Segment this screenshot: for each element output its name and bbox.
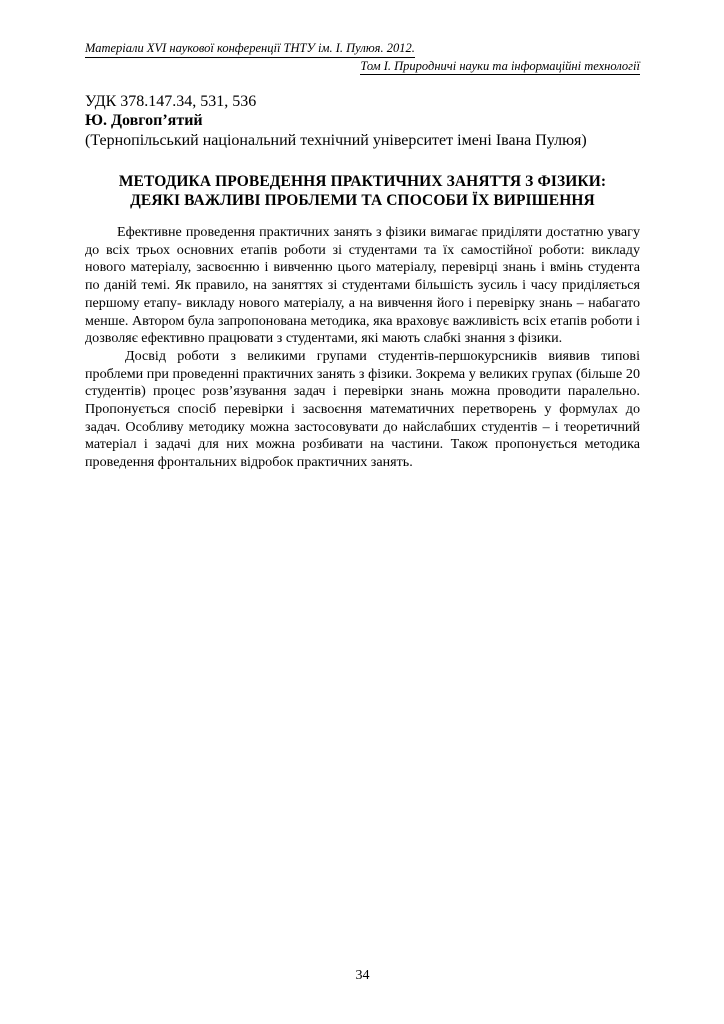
body-paragraph-2: Досвід роботи з великими групами студентів-першокурсників виявив типові проблеми при проведенні практичних занять з фізики. Зокрема у великих групах (більше 20 студентів) процес розв’язування задач і перевірки знань можна проводити паралельно. Пропонується спосіб перевірки і засвоєння математичних перетворень у формулах до задач. Особливу методику можна застосовувати до найслабших студентів – і теоретичний матеріал і задачі для них можна розбивати на частини. Також пропонується методика проведення фронтальних відробок практичних занять. (85, 347, 640, 471)
article-body (85, 224, 640, 472)
header-conference-line: Матеріали XVI наукової конференції ТНТУ ім. І. Пулюя. 2012. (85, 40, 415, 58)
header-volume-line: Том І. Природничі науки та інформаційні технології (360, 59, 640, 73)
article-title-line-1: МЕТОДИКА ПРОВЕДЕННЯ ПРАКТИЧНИХ ЗАНЯТТЯ З ФІЗИКИ: (118, 173, 607, 190)
running-header (85, 40, 640, 74)
udc-code: УДК 378.147.34, 531, 536 (85, 93, 257, 110)
document-page (85, 40, 640, 1000)
author-name: Ю. Довгоп’ятий (85, 112, 203, 129)
body-paragraph-1: Ефективне проведення практичних занять з фізики вимагає приділяти достатню увагу до всіх трьох основних етапів роботи зі студентами та їх самостійної роботи: викладу нового матеріалу, засвоєнню і вивченню цього матеріалу, перевірці знань і вмінь студента по даній темі. Як правило, на заняттях зі студентами більшість зусиль і часу приділяється першому етапу- викладу нового матеріалу, а на вивчення його і перевірку знань – набагато менше. Автором була запропонована методика, яка враховує важливість всіх етапів роботи і дозволяє ефективно працювати з студентами, які мають слабкі знання з фізики. (85, 224, 640, 347)
author-affiliation: (Тернопільський національний технічний університет імені Івана Пулюя) (85, 132, 587, 149)
article-title (85, 172, 640, 210)
article-title-line-2: ДЕЯКІ ВАЖЛИВІ ПРОБЛЕМИ ТА СПОСОБИ ЇХ ВИРІШЕННЯ (130, 192, 595, 209)
page-number: 34 (355, 968, 370, 983)
